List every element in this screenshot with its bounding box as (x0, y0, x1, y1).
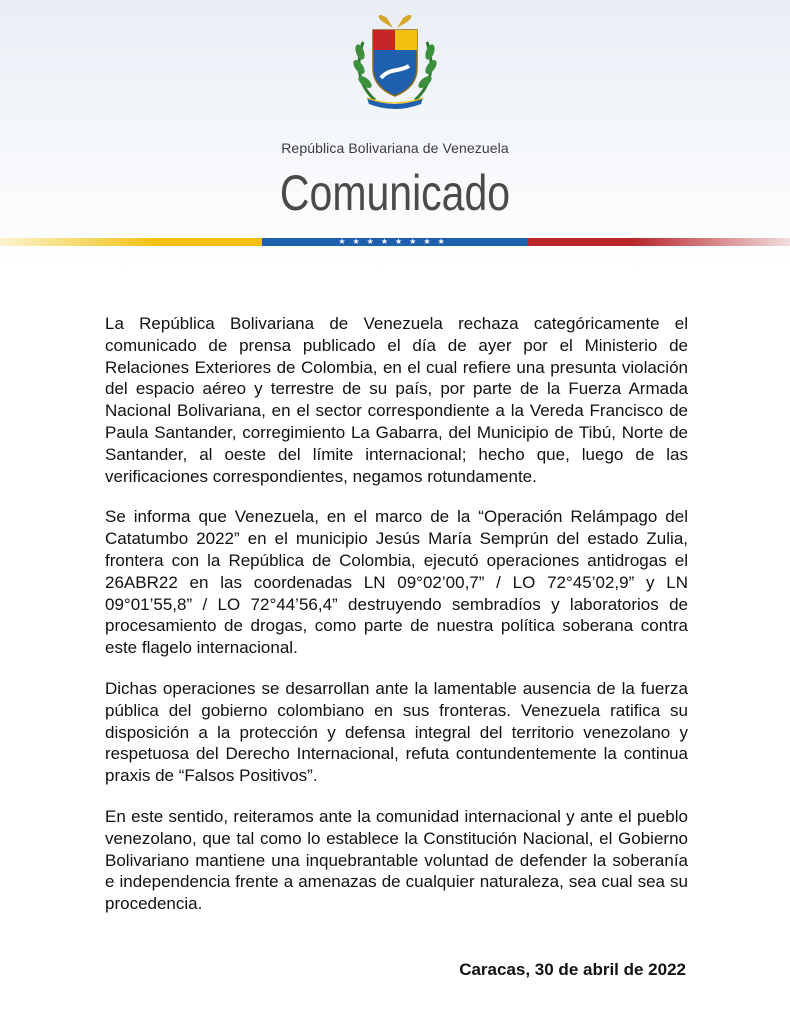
flag-stripe-yellow (0, 238, 262, 246)
letterhead (0, 0, 790, 272)
communique-body (105, 313, 688, 934)
coat-of-arms-icon (345, 12, 445, 112)
paragraph-4: En este sentido, reiteramos ante la comunidad internacional y ante el pueblo venezolano, que tal como lo establece la Constitución Nacional, el Gobierno Bolivariano mantiene una inquebrantable voluntad de defender la soberanía e independencia frente a amenazas de cualquier naturaleza, sea cual sea su procedencia. (105, 806, 688, 914)
stars-icon: ★★★★★★★★ (338, 237, 452, 246)
paragraph-2: Se informa que Venezuela, en el marco de la “Operación Relámpago del Catatumbo 2022” en el municipio Jesús María Semprún del estado Zulia, frontera con la República de Colombia, ejecutó operaciones antidrogas el 26ABR22 en las coordenadas LN 09°02’00,7” / LO 72°45’02,9” y LN 09°01’55,8” / LO 72°44’56,4” destruyendo sembradíos y laboratorios de procesamiento de drogas, como parte de nuestra política soberana contra este flagelo internacional. (105, 507, 688, 658)
paragraph-1: La República Bolivariana de Venezuela rechaza categóricamente el comunicado de prensa publicado el día de ayer por el Ministerio de Relaciones Exteriores de Colombia, en el cual refiere una presunta violación del espacio aéreo y terrestre de su país, por parte de la Fuerza Armada Nacional Bolivariana, en el sector correspondiente a la Vereda Francisco de Paula Santander, corregimiento La Gabarra, del Municipio de Tibú, Norte de Santander, al oeste del límite internacional; hecho que, luego de las verificaciones correspondientes, negamos rotundamente. (105, 314, 688, 486)
republic-name: República Bolivariana de Venezuela (281, 140, 509, 156)
signature-date: Caracas, 30 de abril de 2022 (459, 960, 686, 979)
flag-stripe (0, 238, 790, 246)
page-title: Comunicado (279, 165, 511, 221)
paragraph-3: Dichas operaciones se desarrollan ante la lamentable ausencia de la fuerza pública del gobierno colombiano en sus fronteras. Venezuela ratifica su disposición a la protección y defensa integral del territorio venezolano y respetuosa del Derecho Internacional, refuta contundentemente la continua praxis de “Falsos Positivos”. (105, 678, 688, 786)
flag-stripe-red (528, 238, 790, 246)
flag-stripe-blue (262, 238, 528, 246)
